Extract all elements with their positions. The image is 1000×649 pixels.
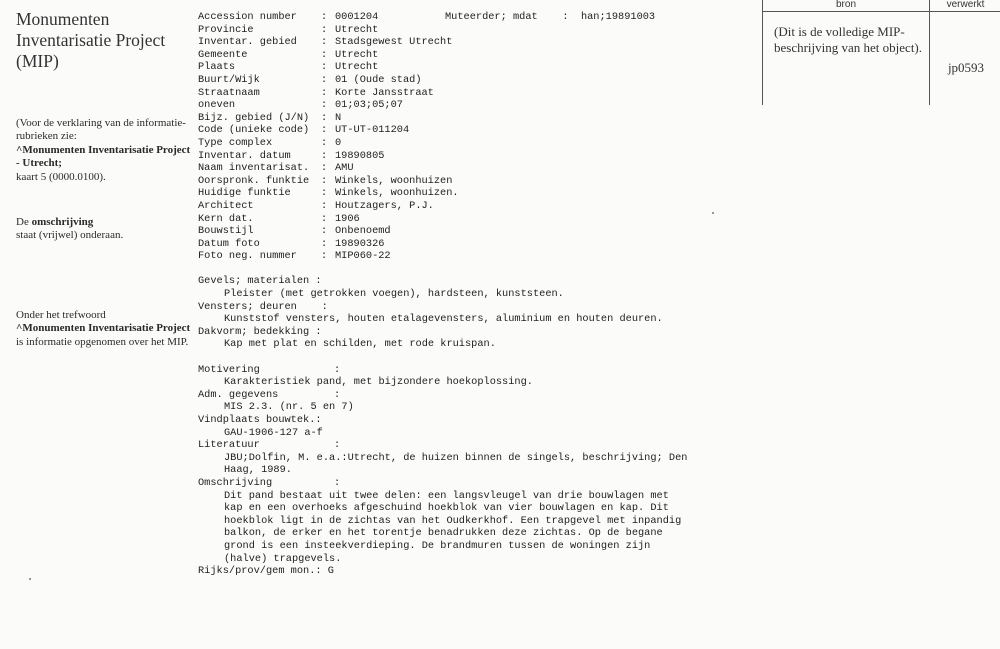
keyword-note — [16, 309, 191, 349]
field-label: Bouwstijl — [198, 225, 254, 238]
field-label: Naam inventarisat. — [198, 162, 310, 175]
field-value: Winkels, woonhuizen — [335, 174, 453, 187]
field-label: Inventar. gebied — [198, 36, 297, 49]
section-text: JBU;Dolfin, M. e.a.:Utrecht, de huizen binnen de singels, beschrijving; Den — [224, 451, 688, 464]
field-value: 19890326 — [335, 237, 385, 250]
field-row — [198, 124, 738, 137]
section-text: Haag, 1989. — [224, 464, 292, 477]
field-value: 1906 — [335, 212, 360, 225]
field-row — [198, 74, 738, 87]
section-label: Dakvorm; bedekking : — [198, 325, 322, 338]
field-label: Oorspronk. funktie — [198, 174, 310, 187]
field-row — [198, 61, 738, 74]
field-row — [198, 49, 738, 62]
source-box — [762, 0, 1000, 105]
bron-text: (Dit is de volledige MIP-beschrijving van het object). — [774, 24, 923, 55]
field-separator: : — [321, 187, 328, 200]
field-value: 0 — [335, 136, 342, 149]
field-value: Utrecht — [335, 23, 379, 36]
section-label: Motivering : — [198, 363, 341, 376]
field-label: Type complex — [198, 136, 273, 149]
field-label: Provincie — [198, 23, 254, 36]
section-label: Adm. gegevens : — [198, 388, 341, 401]
field-label: Architect — [198, 199, 254, 212]
field-separator: : — [321, 48, 328, 61]
description-note-keyword: omschrijving — [31, 216, 94, 228]
field-value: Utrecht — [335, 48, 379, 61]
section-label: Omschrijving : — [198, 476, 341, 489]
field-label: Kern dat. — [198, 212, 254, 225]
field-separator: : — [321, 250, 328, 263]
description-line: Dit pand bestaat uit twee delen: een langsvleugel van drie bouwlagen met — [224, 489, 669, 502]
mutation-label: Muteerder; mdat — [445, 11, 538, 23]
field-separator: : — [321, 111, 328, 124]
bron-header: bron — [835, 0, 856, 10]
legend-note-card: kaart 5 (0000.0100). — [16, 170, 106, 183]
source-box-column-divider — [929, 0, 930, 105]
field-row — [198, 238, 738, 251]
field-separator: : — [321, 124, 328, 137]
scan-speck — [29, 578, 31, 580]
legend-note — [16, 117, 191, 184]
field-label: Gemeente — [198, 48, 248, 61]
description-line: kap en een overhoeks afgeschuind hoekblok van vier bouwlagen en kap. Dit — [224, 502, 669, 515]
field-row — [198, 24, 738, 37]
field-label: Inventar. datum — [198, 149, 291, 162]
field-value: Winkels, woonhuizen. — [335, 187, 459, 200]
field-label: Huidige funktie — [198, 187, 291, 200]
document-title: Monumenten Inventarisatie Project (MIP) — [16, 9, 166, 71]
field-separator: : — [321, 136, 328, 149]
monument-status-value: G — [327, 565, 334, 578]
field-label: oneven — [198, 99, 236, 112]
field-label: Accession number — [198, 11, 297, 23]
field-row — [198, 11, 738, 24]
verwerkt-header: verwerkt — [946, 0, 985, 10]
description-line: (halve) trapgevels. — [224, 552, 342, 565]
field-separator: : — [321, 149, 328, 162]
field-row — [198, 187, 738, 200]
field-separator: : — [321, 86, 328, 99]
monument-status-label: Rijks/prov/gem mon.: — [198, 565, 322, 578]
keyword-note-prefix: Onder het trefwoord — [16, 309, 106, 321]
field-row — [198, 112, 738, 125]
field-value: N — [335, 111, 342, 124]
field-value: Korte Jansstraat — [335, 86, 434, 99]
legend-note-intro: (Voor de verklaring van de informatie-rubrieken zie: — [16, 117, 186, 143]
field-row — [198, 36, 738, 49]
mutation-value: han;19891003 — [580, 11, 656, 23]
field-separator: : — [321, 162, 328, 175]
field-row — [198, 213, 738, 226]
field-label: Datum foto — [198, 237, 260, 250]
field-separator: : — [321, 237, 328, 250]
field-separator: : — [321, 61, 328, 74]
field-separator: : — [321, 199, 328, 212]
field-separator: : — [321, 36, 328, 49]
field-row — [198, 250, 738, 263]
description-note-prefix: De — [16, 216, 32, 228]
field-value: UT-UT-011204 — [335, 124, 410, 137]
field-value: 01 (Oude stad) — [335, 73, 422, 86]
section-text: Karakteristiek pand, met bijzondere hoekoplossing. — [224, 376, 533, 389]
field-value: AMU — [335, 162, 354, 175]
description-line: balkon, de erker en het torentje benadrukken deze zichtas. Op de begane — [224, 527, 663, 540]
description-line: hoekblok ligt in de zichtas van het Oudkerkhof. Een trapgevel met inpandig — [224, 514, 682, 527]
description-text — [198, 490, 738, 566]
section-text: Pleister (met getrokken voegen), hardsteen, kunststeen. — [224, 288, 564, 301]
field-value: 19890805 — [335, 149, 385, 162]
field-row — [198, 200, 738, 213]
scan-speck — [712, 212, 714, 214]
field-label: Buurt/Wijk — [198, 73, 260, 86]
section-text: GAU-1906-127 a-f — [224, 426, 323, 439]
field-separator: : — [321, 23, 328, 36]
field-value: 0001204 — [335, 11, 379, 23]
field-value: MIP060-22 — [335, 250, 391, 263]
field-row — [198, 87, 738, 100]
field-row — [198, 137, 738, 150]
field-label: Straatnaam — [198, 86, 260, 99]
verwerkt-code: jp0593 — [947, 60, 985, 75]
section-label: Gevels; materialen : — [198, 275, 322, 288]
field-row — [198, 150, 738, 163]
keyword-note-tail: is informatie opgenomen over het MIP. — [16, 335, 189, 348]
section-text: Kap met plat en schilden, met rode kruispan. — [224, 338, 496, 351]
field-separator: : — [321, 174, 328, 187]
record-body — [198, 11, 738, 578]
field-row — [198, 99, 738, 112]
section-text: Kunststof vensters, houten etalagevensters, aluminium en houten deuren. — [224, 313, 663, 326]
field-value: Onbenoemd — [335, 225, 391, 238]
description-note — [16, 216, 191, 243]
field-row — [198, 175, 738, 188]
field-list — [198, 11, 738, 263]
field-separator: : — [321, 99, 328, 112]
field-row — [198, 225, 738, 238]
field-value: Utrecht — [335, 61, 379, 74]
field-value: Houtzagers, P.J. — [335, 199, 434, 212]
field-label: Plaats — [198, 61, 236, 74]
monument-status — [198, 565, 738, 578]
source-box-divider — [763, 11, 1000, 12]
field-separator: : — [321, 225, 328, 238]
field-label: Bijz. gebied (J/N) — [198, 111, 310, 124]
field-separator: : — [321, 11, 328, 23]
section-label: Vensters; deuren : — [198, 300, 328, 313]
field-separator: : — [321, 73, 328, 86]
section-label: Literatuur : — [198, 439, 341, 452]
section-label: Vindplaats bouwtek.: — [198, 414, 322, 426]
mutation-separator: : — [537, 11, 581, 23]
description-note-tail: staat (vrijwel) onderaan. — [16, 229, 124, 242]
field-value: 01;03;05;07 — [335, 99, 403, 112]
field-value: Stadsgewest Utrecht — [335, 36, 453, 49]
field-label: Code (unieke code) — [198, 124, 310, 137]
legend-note-reference: ^Monumenten Inventarisatie Project - Utrecht; — [16, 143, 191, 170]
section-text: MIS 2.3. (nr. 5 en 7) — [224, 401, 354, 414]
field-row — [198, 162, 738, 175]
field-label: Foto neg. nummer — [198, 250, 297, 263]
description-line: grond is een insteekverdieping. De brandmuren tussen de woningen zijn — [224, 539, 651, 552]
keyword-note-keyword: ^Monumenten Inventarisatie Project — [16, 322, 191, 335]
field-separator: : — [321, 212, 328, 225]
